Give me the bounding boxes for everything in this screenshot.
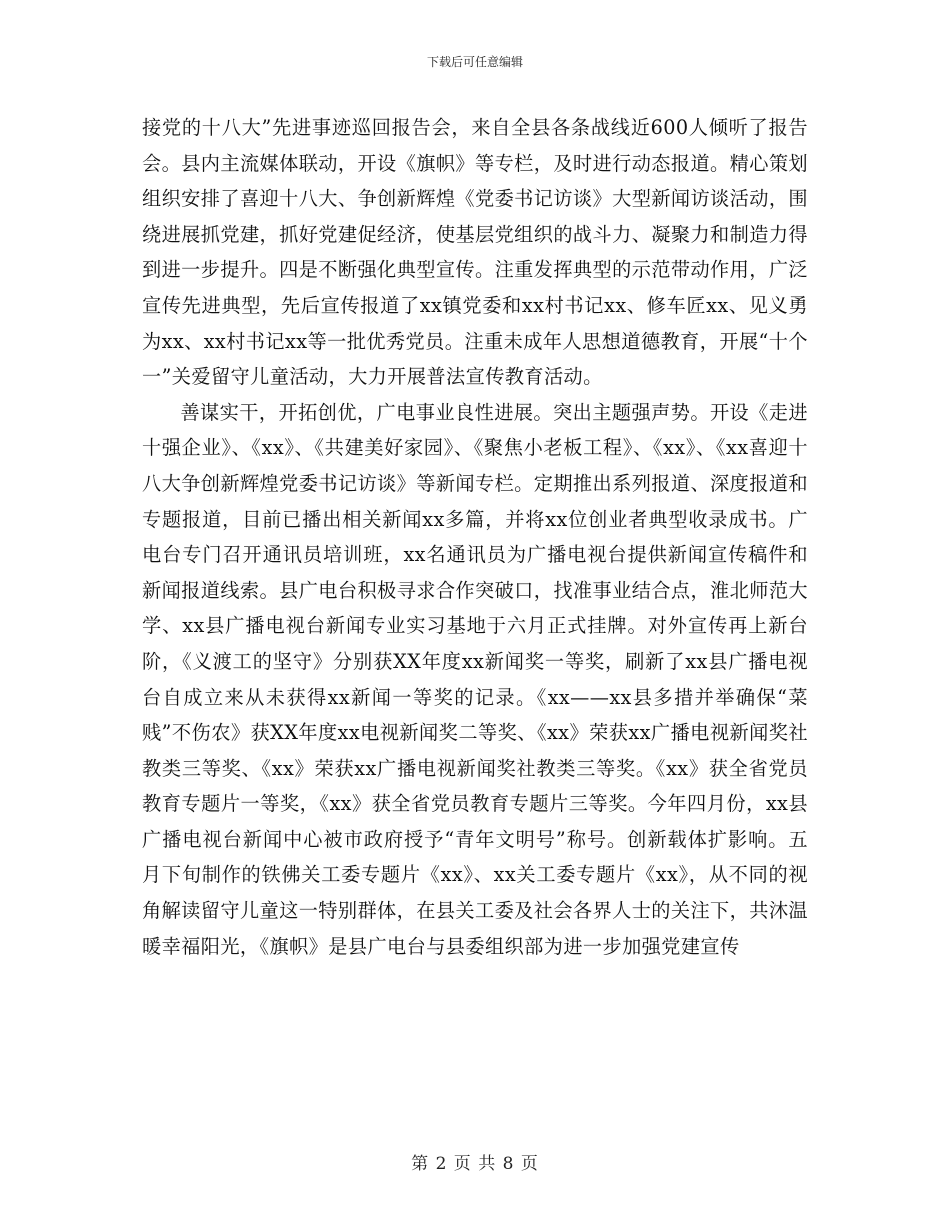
page-number-footer: 第 2 页 共 8 页 <box>411 1154 539 1174</box>
paragraph-continuation: 接党的十八大”先进事迹巡回报告会，来自全县各条战线近600人倾听了报告会。县内主流媒体联动，开设《旗帜》等专栏，及时进行动态报道。精心策划组织安排了喜迎十八大、争创新辉煌《党委书记访谈》大型新闻访谈活动，围绕进展抓党建，抓好党建促经济，使基层党组织的战斗力、凝聚力和制造力得到进一步提升。四是不断强化典型宣传。注重发挥典型的示范带动作用，广泛宣传先进典型，先后宣传报道了xx镇党委和xx村书记xx、修车匠xx、见义勇为xx、xx村书记xx等一批优秀党员。注重未成年人思想道德教育，开展“十个一”关爱留守儿童活动，大力开展普法宣传教育活动。 <box>142 116 808 389</box>
page-header: 下载后可任意编辑 <box>426 55 523 69</box>
document-body <box>142 110 808 964</box>
paragraph-broadcast-development: 善谋实干，开拓创优，广电事业良性进展。突出主题强声势。开设《走进十强企业》、《xx》、《共建美好家园》、《聚焦小老板工程》、《xx》、《xx喜迎十八大争创新辉煌党委书记访谈》等新闻专栏。定期推出系列报道、深度报道和专题报道，目前已播出相关新闻xx多篇，并将xx位创业者典型收录成书。广电台专门召开通讯员培训班，xx名通讯员为广播电视台提供新闻宣传稿件和新闻报道线索。县广电台积极寻求合作突破口，找准事业结合点，淮北师范大学、xx县广播电视台新闻专业实习基地于六月正式挂牌。对外宣传再上新台阶，《义渡工的坚守》分别获XX年度xx新闻奖一等奖，刷新了xx县广播电视台自成立来从未获得xx新闻一等奖的记录。《xx——xx县多措并举确保“菜贱”不伤农》获XX年度xx电视新闻奖二等奖、《xx》荣获xx广播电视新闻奖社教类三等奖、《xx》荣获xx广播电视新闻奖社教类三等奖。《xx》获全省党员教育专题片一等奖，《xx》获全省党员教育专题片三等奖。今年四月份，xx县广播电视台新闻中心被市政府授予“青年文明号”称号。创新载体扩影响。五月下旬制作的铁佛关工委专题片《xx》、xx关工委专题片《xx》，从不同的视角解读留守儿童这一特别群体，在县关工委及社会各界人士的关注下，共沐温暖幸福阳光，《旗帜》是县广电台与县委组织部为进一步加强党建宣传 <box>142 400 808 958</box>
